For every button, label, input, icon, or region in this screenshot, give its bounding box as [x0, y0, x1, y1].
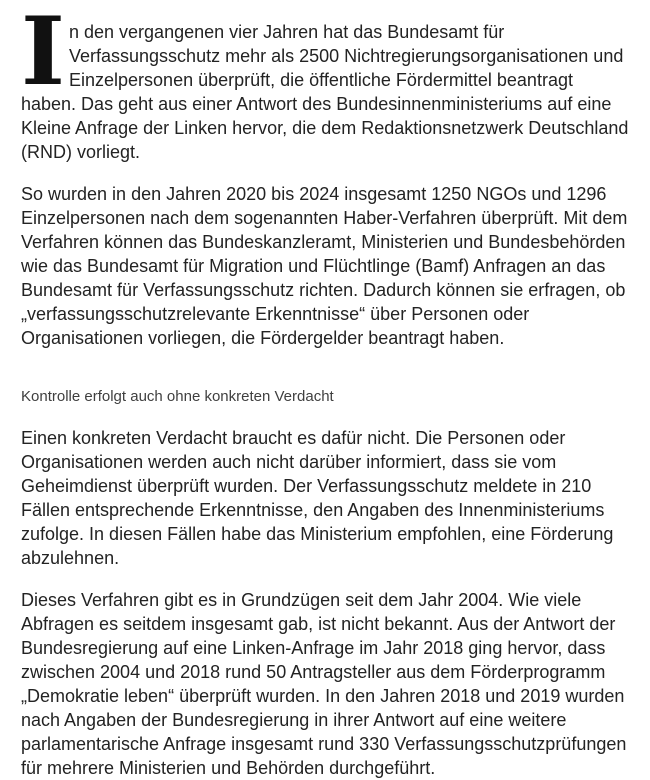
- dropcap-letter: I: [21, 0, 65, 107]
- lead-paragraph-text: n den vergangenen vier Jahren hat das Bundesamt für Verfassungsschutz mehr als 2500 Nichtregierungsorganisationen und Einzelpersonen überprüft, die öffentliche Fördermittel beantragt haben. Das geht aus einer Antwort des Bundesinnenministeriums auf eine Kleine Anfrage der Linken hervor, die dem Redaktionsnetzwerk Deutschland (RND) vorliegt.: [21, 22, 629, 162]
- paragraph-kein-verdacht: Einen konkreten Verdacht braucht es dafür nicht. Die Personen oder Organisationen werden auch nicht darüber informiert, dass sie vom Geheimdienst überprüft wurden. Der Verfassungsschutz meldete in 210 Fällen entsprechende Erkenntnisse, den Angaben des Innenministeriums zufolge. In diesen Fällen habe das Ministerium empfohlen, eine Förderung abzulehnen.: [21, 428, 614, 568]
- section-subheading: Kontrolle erfolgt auch ohne konkreten Verdacht: [21, 388, 334, 405]
- paragraph-haber-verfahren: So wurden in den Jahren 2020 bis 2024 insgesamt 1250 NGOs und 1296 Einzelpersonen nach dem sogenannten Haber-Verfahren überprüft. Mit dem Verfahren können das Bundeskanzleramt, Ministerien und Bundesbehörden wie das Bundesamt für Migration und Flüchtlinge (Bamf) Anfragen an das Bundesamt für Verfassungsschutz richten. Dadurch können sie erfragen, ob „verfassungsschutzrelevante Erkenntnisse“ über Personen oder Organisationen vorliegen, die Fördergelder beantragt haben.: [21, 184, 628, 348]
- lead-paragraph: [21, 0, 631, 164]
- paragraph-verfahren-historie: Dieses Verfahren gibt es in Grundzügen seit dem Jahr 2004. Wie viele Abfragen es seitdem insgesamt gab, ist nicht bekannt. Aus der Antwort der Bundesregierung auf eine Linken-Anfrage im Jahr 2018 ging hervor, dass zwischen 2004 und 2018 rund 50 Antragsteller aus dem Förderprogramm „Demokratie leben“ überprüft wurden. In den Jahren 2018 und 2019 wurden nach Angaben der Bundesregierung in ihrer Antwort auf eine weitere parlamentarische Anfrage insgesamt rund 330 Verfassungsschutzprüfungen für mehrere Ministerien und Behörden durchgeführt.: [21, 590, 627, 778]
